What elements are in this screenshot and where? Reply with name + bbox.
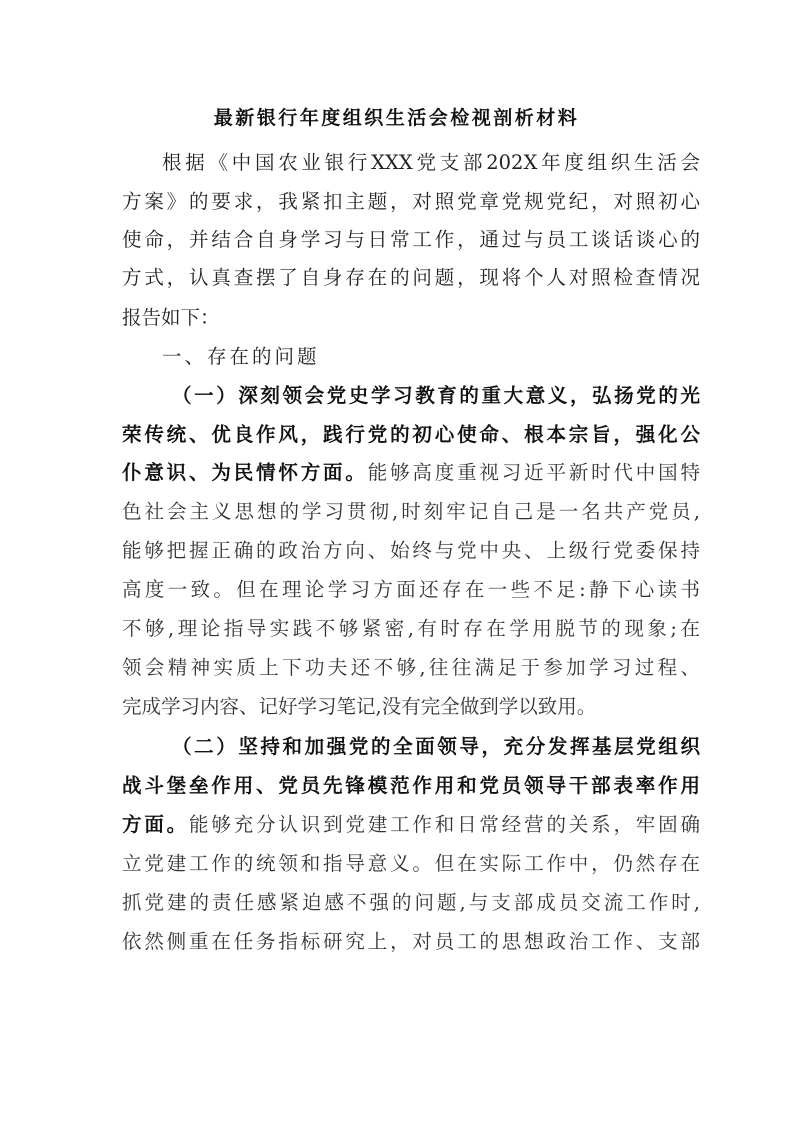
subsection1-line-8 (122, 654, 700, 682)
document-title: 最新银行年度组织生活会检视剖析材料 (213, 107, 580, 129)
subsection1-line-6 (122, 576, 700, 604)
subsection1-bold: 仆意识、为民情怀方面。 (122, 461, 368, 484)
subsection2-text: 抓党建的责任感紧迫感不强的问题,与支部成员交流工作时, (122, 891, 700, 914)
subsection1-line-7 (122, 615, 700, 643)
subsection2-line-3 (122, 811, 700, 839)
intro-line-1: 根据《中国农业银行XXX党支部202X年度组织生活会 (162, 151, 700, 174)
subsection1-bold: （一）深刻领会党史学习教育的重大意义，弘扬党的光 (172, 384, 700, 407)
subsection2-line-2 (122, 772, 700, 800)
subsection1-line-9 (122, 693, 682, 721)
section-heading: 一、存在的问题 (162, 345, 320, 368)
subsection1-line-3 (122, 459, 700, 487)
subsection2-bold: 战斗堡垒作用、党员先锋模范作用和党员领导干部表率作用 (122, 774, 700, 797)
subsection1-line-2 (122, 421, 700, 449)
subsection1-text: 高度一致。但在理论学习方面还存在一些不足:静下心读书 (122, 578, 700, 601)
subsection2-bold: （二）坚持和加强党的全面领导，充分发挥基层党组织 (172, 735, 700, 758)
intro-line-2: 方案》的要求，我紧扣主题，对照党章党规党纪，对照初心 (122, 190, 700, 213)
subsection1-text: 色社会主义思想的学习贯彻,时刻牢记自己是一名共产党员, (122, 500, 700, 523)
subsection2-text: 立党建工作的统领和指导意义。但在实际工作中，仍然存在 (122, 852, 700, 875)
subsection1-text: 完成学习内容、记好学习笔记,没有完全做到学以致用。 (122, 695, 597, 718)
intro-line-4: 方式，认真查摆了自身存在的问题，现将个人对照检查情况 (122, 266, 700, 289)
subsection2-line-1 (172, 733, 700, 761)
intro-line-5: 报告如下： (122, 306, 220, 329)
subsection1-text: 能够高度重视习近平新时代中国特 (367, 461, 700, 484)
subsection1-text: 不够,理论指导实践不够紧密,有时存在学用脱节的现象;在 (122, 617, 700, 640)
intro-line-3: 使命，并结合自身学习与日常工作，通过与员工谈话谈心的 (122, 228, 700, 251)
subsection2-text: 能够充分认识到党建工作和日常经营的关系，牢固确 (189, 813, 700, 836)
subsection1-bold: 荣传统、优良作风，践行党的初心使命、根本宗旨，强化公 (122, 423, 700, 446)
subsection1-line-1 (172, 382, 700, 410)
subsection2-line-4 (122, 850, 700, 878)
subsection2-text: 依然侧重在任务指标研究上，对员工的思想政治工作、支部 (122, 930, 700, 953)
subsection2-bold: 方面。 (122, 813, 190, 836)
subsection2-line-6 (122, 928, 700, 956)
subsection1-line-5 (122, 537, 700, 565)
subsection2-line-5 (122, 889, 700, 917)
subsection1-text: 能够把握正确的政治方向、始终与党中央、上级行党委保持 (122, 539, 700, 562)
subsection1-text: 领会精神实质上下功夫还不够,往往满足于参加学习过程、 (122, 656, 700, 679)
subsection1-line-4 (122, 498, 700, 526)
